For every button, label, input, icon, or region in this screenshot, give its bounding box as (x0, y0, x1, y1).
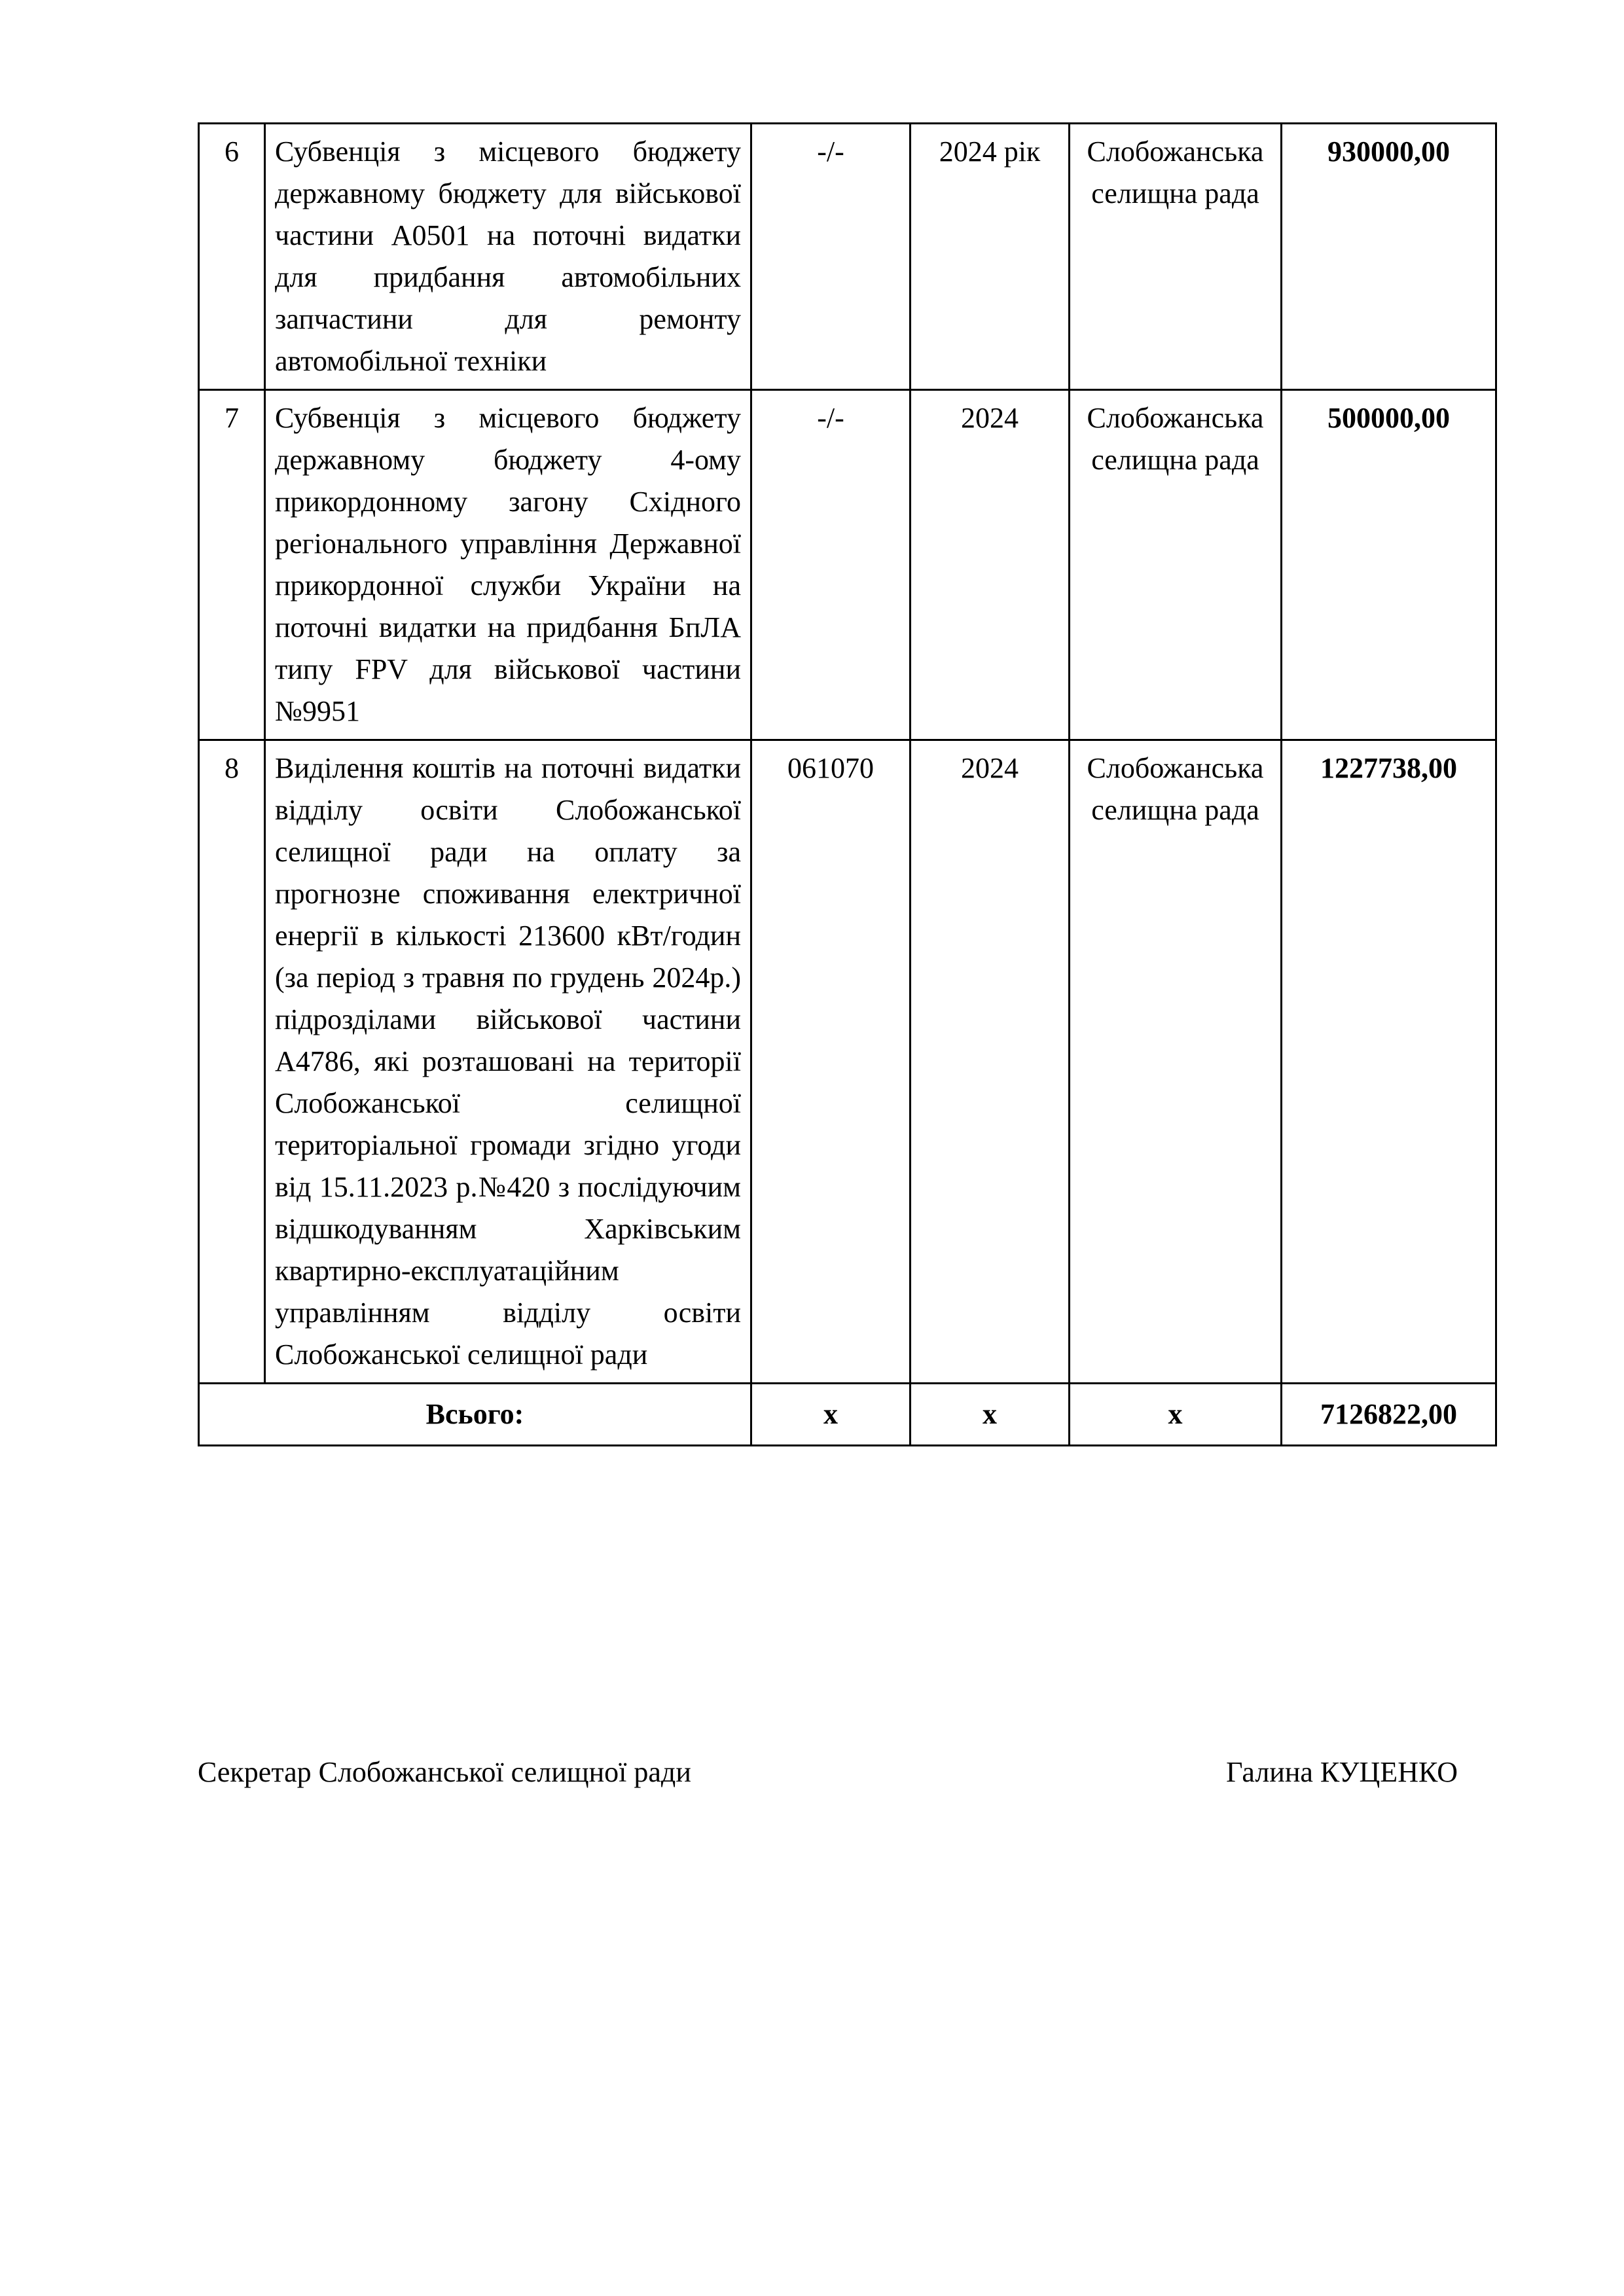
table-row (199, 390, 1496, 740)
program-code: -/- (751, 124, 911, 390)
allocation-amount: 1227738,00 (1282, 740, 1496, 1384)
allocation-year: 2024 рік (911, 124, 1070, 390)
table-row (199, 124, 1496, 390)
allocation-year: 2024 (911, 740, 1070, 1384)
signatory-name: Галина КУЦЕНКО (1226, 1756, 1458, 1788)
total-funder-placeholder: x (1070, 1384, 1282, 1446)
row-number: 7 (199, 390, 265, 740)
total-code-placeholder: x (751, 1384, 911, 1446)
funding-body: Слобожанська селищна рада (1070, 740, 1282, 1384)
allocation-year: 2024 (911, 390, 1070, 740)
total-amount: 7126822,00 (1282, 1384, 1496, 1446)
allocation-amount: 500000,00 (1282, 390, 1496, 740)
row-number: 8 (199, 740, 265, 1384)
funding-body: Слобожанська селищна рада (1070, 124, 1282, 390)
allocation-description: Субвенція з місцевого бюджету державному бюджету 4-ому прикордонному загону Східного регіонального управління Державної прикордонної служби України на поточні видатки на придбання БпЛА типу FPV для військової частини №9951 (265, 390, 751, 740)
total-label: Всього: (199, 1384, 751, 1446)
total-year-placeholder: x (911, 1384, 1070, 1446)
row-number: 6 (199, 124, 265, 390)
program-code: 061070 (751, 740, 911, 1384)
total-row (199, 1384, 1496, 1446)
program-code: -/- (751, 390, 911, 740)
allocation-description: Виділення коштів на поточні видатки відділу освіти Слобожанської селищної ради на оплату за прогнозне споживання електричної енергії в кількості 213600 кВт/годин (за період з травня по грудень 2024р.) підрозділами військової частини А4786, які розташовані на території Слобожанської селищної територіальної громади згідно угоди від 15.11.2023 р.№420 з послідуючим відшкодуванням Харківським квартирно-експлуатаційним управлінням відділу освіти Слобожанської селищної ради (265, 740, 751, 1384)
signature-line (198, 1754, 1458, 1791)
allocation-description: Субвенція з місцевого бюджету державному бюджету для військової частини А0501 на поточні видатки для придбання автомобільних запчастини для ремонту автомобільної техніки (265, 124, 751, 390)
signatory-title: Секретар Слобожанської селищної ради (198, 1756, 691, 1788)
funding-body: Слобожанська селищна рада (1070, 390, 1282, 740)
table-row (199, 740, 1496, 1384)
budget-allocations-table (198, 122, 1497, 1446)
allocation-amount: 930000,00 (1282, 124, 1496, 390)
